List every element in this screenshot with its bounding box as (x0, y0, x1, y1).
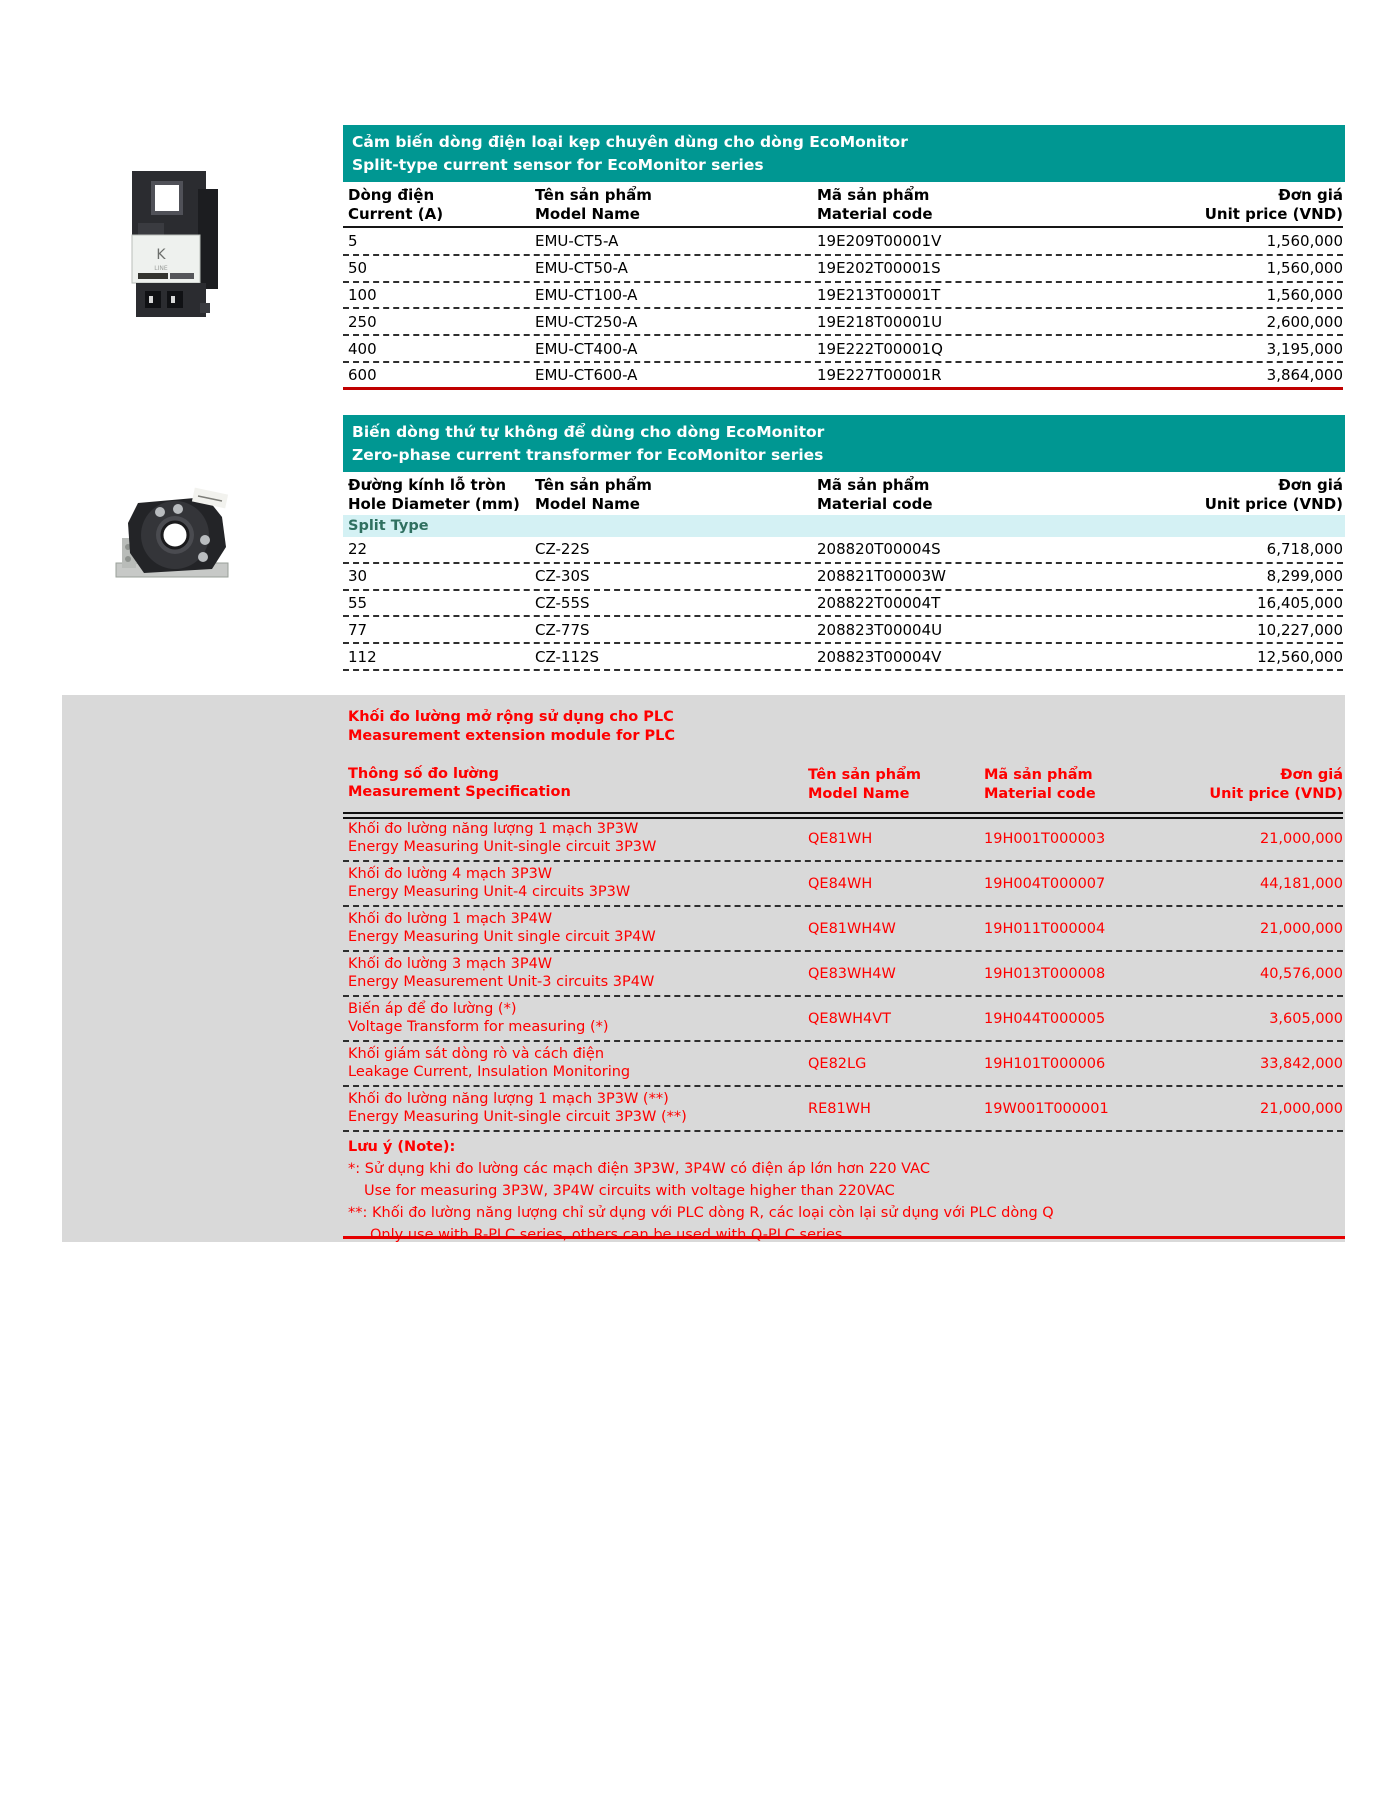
cell-model: EMU-CT250-A (535, 312, 638, 331)
cell-price: 44,181,000 (1259, 875, 1343, 892)
plc-col-price (1184, 766, 1343, 812)
cell-model: CZ-112S (535, 647, 600, 666)
table1-title-vi: Cảm biến dòng điện loại kẹp chuyên dùng cho dòng EcoMonitor (352, 133, 908, 151)
cell-price: 3,864,000 (1266, 365, 1343, 384)
table-row (343, 907, 1343, 952)
cell-code: 208821T00003W (817, 567, 946, 586)
cell-code: 19E213T00001T (817, 285, 941, 304)
col-label-en: Material code (984, 786, 1096, 802)
col-label-en: Model Name (535, 495, 640, 513)
col-label-en: Current (A) (348, 205, 444, 223)
col-label-vi: Đơn giá (1278, 476, 1343, 494)
table1-column-headers (343, 183, 1343, 228)
cell-diameter: 112 (348, 647, 377, 666)
cell-model: QE81WH (808, 830, 873, 847)
cell-price: 3,195,000 (1266, 339, 1343, 358)
col-label-vi: Tên sản phẩm (535, 186, 652, 204)
col-label-en: Material code (817, 205, 933, 223)
cell-code: 19H004T000007 (984, 875, 1106, 892)
cell-model: EMU-CT400-A (535, 339, 638, 358)
cell-diameter: 77 (348, 620, 368, 639)
table-row (343, 862, 1343, 907)
cell-spec (343, 1091, 808, 1126)
cell-model: EMU-CT100-A (535, 285, 638, 304)
spec-en: Energy Measuring Unit-4 circuits 3P3W (348, 883, 631, 900)
table1-col-current (343, 186, 535, 226)
col-label-en: Unit price (VND) (1209, 786, 1343, 802)
cell-code: 19H101T000006 (984, 1055, 1106, 1072)
plc-note-block (348, 1136, 1343, 1246)
cell-model: QE82LG (808, 1055, 867, 1072)
spec-vi: Khối đo lường 1 mạch 3P4W (348, 911, 553, 927)
plc-col-spec (343, 766, 808, 812)
cell-model: CZ-77S (535, 620, 590, 639)
col-label-vi: Đường kính lỗ tròn (348, 476, 507, 494)
spec-vi: Khối giám sát dòng rò và cách điện (348, 1046, 605, 1062)
col-label-en: Unit price (VND) (1204, 205, 1343, 223)
cell-model: EMU-CT5-A (535, 232, 619, 251)
table-row (343, 229, 1343, 256)
cell-diameter: 22 (348, 540, 368, 559)
cell-model: QE84WH (808, 875, 873, 892)
cell-price: 2,600,000 (1266, 312, 1343, 331)
cell-spec (343, 866, 808, 901)
zero-phase-ct-product-image (108, 483, 243, 591)
cell-model: CZ-30S (535, 567, 590, 586)
table1-col-price (1145, 186, 1343, 226)
cell-spec (343, 1046, 808, 1081)
cell-code: 208823T00004V (817, 647, 942, 666)
plc-section-title (348, 708, 675, 746)
table1-col-model (535, 186, 817, 226)
table-row (343, 363, 1343, 390)
note-line-4: Only use with R-PLC series, others can be used with Q-PLC series (370, 1227, 843, 1243)
col-label-vi: Mã sản phẩm (984, 767, 1093, 783)
cell-code: 19E218T00001U (817, 312, 943, 331)
col-label-vi: Mã sản phẩm (817, 186, 930, 204)
cell-price: 1,560,000 (1266, 232, 1343, 251)
table2-title-en: Zero-phase current transformer for EcoMonitor series (352, 446, 824, 464)
cell-model: EMU-CT600-A (535, 365, 638, 384)
spec-en: Leakage Current, Insulation Monitoring (348, 1063, 631, 1080)
plc-title-en: Measurement extension module for PLC (348, 728, 676, 744)
cell-code: 19H044T000005 (984, 1010, 1106, 1027)
cell-current: 50 (348, 259, 368, 278)
note-line-2: Use for measuring 3P3W, 3P4W circuits with voltage higher than 220VAC (364, 1183, 895, 1199)
cell-price: 1,560,000 (1266, 259, 1343, 278)
spec-en: Energy Measurement Unit-3 circuits 3P4W (348, 973, 655, 990)
cell-price: 21,000,000 (1259, 830, 1343, 847)
cell-price: 1,560,000 (1266, 285, 1343, 304)
table1-body (343, 229, 1343, 390)
plc-col-code (984, 766, 1184, 812)
cell-model: CZ-22S (535, 540, 590, 559)
cell-model: CZ-55S (535, 593, 590, 612)
cell-price: 6,718,000 (1266, 540, 1343, 559)
cell-code: 19E202T00001S (817, 259, 941, 278)
cell-spec (343, 1001, 808, 1036)
col-label-en: Material code (817, 495, 933, 513)
plc-title-vi: Khối đo lường mở rộng sử dụng cho PLC (348, 709, 674, 725)
cell-spec (343, 956, 808, 991)
table-row (343, 283, 1343, 310)
table2-col-code (817, 476, 1145, 515)
plc-section-bottom-rule (343, 1236, 1345, 1239)
table1-title-en: Split-type current sensor for EcoMonitor series (352, 156, 764, 174)
plc-column-headers (343, 766, 1343, 812)
cell-price: 12,560,000 (1257, 647, 1343, 666)
table-row (343, 591, 1343, 618)
table2-subsection-split-type: Split Type (343, 515, 1345, 537)
col-label-vi: Mã sản phẩm (817, 476, 930, 494)
cell-model: QE8WH4VT (808, 1010, 892, 1027)
table2-title-vi: Biến dòng thứ tự không để dùng cho dòng EcoMonitor (352, 423, 825, 441)
table-row (343, 952, 1343, 997)
col-label-en: Unit price (VND) (1204, 495, 1343, 513)
table2-col-diameter (343, 476, 535, 515)
cell-price: 16,405,000 (1257, 593, 1343, 612)
table-row (343, 1087, 1343, 1132)
spec-vi: Khối đo lường năng lượng 1 mạch 3P3W (**) (348, 1091, 669, 1107)
spec-vi: Khối đo lường 4 mạch 3P3W (348, 866, 553, 882)
cell-price: 33,842,000 (1259, 1055, 1343, 1072)
note-line-1: *: Sử dụng khi đo lường các mạch điện 3P3W, 3P4W có điện áp lớn hơn 220 VAC (348, 1161, 930, 1177)
spec-en: Energy Measuring Unit single circuit 3P4W (348, 928, 656, 945)
col-label-vi: Tên sản phẩm (535, 476, 652, 494)
cell-code: 19H013T000008 (984, 965, 1106, 982)
table-row (343, 644, 1343, 671)
table-row (343, 309, 1343, 336)
spec-en: Energy Measuring Unit-single circuit 3P3W (**) (348, 1108, 687, 1125)
table1-col-code (817, 186, 1145, 226)
table-row (343, 336, 1343, 363)
cell-code: 208823T00004U (817, 620, 943, 639)
cell-model: RE81WH (808, 1100, 871, 1117)
cell-price: 3,605,000 (1269, 1010, 1343, 1027)
table-row (343, 617, 1343, 644)
cell-current: 250 (348, 312, 377, 331)
split-ct-product-image (112, 163, 237, 335)
cell-code: 19W001T000001 (984, 1100, 1109, 1117)
cell-current: 400 (348, 339, 377, 358)
spec-vi: Khối đo lường 3 mạch 3P4W (348, 956, 553, 972)
split-ct-label-main: K (156, 247, 166, 263)
cell-spec (343, 911, 808, 946)
col-label-vi: Đơn giá (1280, 767, 1343, 783)
col-label-vi: Dòng điện (348, 186, 435, 204)
spec-en: Voltage Transform for measuring (*) (348, 1018, 609, 1035)
cell-code: 208822T00004T (817, 593, 941, 612)
cell-model: QE81WH4W (808, 920, 896, 937)
table-row (343, 564, 1343, 591)
cell-current: 5 (348, 232, 358, 251)
table-row (343, 256, 1343, 283)
spec-vi: Khối đo lường năng lượng 1 mạch 3P3W (348, 821, 639, 837)
col-label-vi: Thông số đo lường (348, 766, 499, 782)
table1-banner (343, 125, 1345, 182)
cell-code: 19E222T00001Q (817, 339, 943, 358)
cell-price: 8,299,000 (1266, 567, 1343, 586)
plc-col-model (808, 766, 984, 812)
col-label-vi: Đơn giá (1278, 186, 1343, 204)
cell-code: 208820T00004S (817, 540, 941, 559)
note-label: Lưu ý (Note): (348, 1139, 456, 1155)
cell-price: 21,000,000 (1259, 1100, 1343, 1117)
table-row (343, 817, 1343, 862)
table2-body (343, 537, 1343, 671)
note-line-3: **: Khối đo lường năng lượng chỉ sử dụng với PLC dòng R, các loại còn lại sử dụng với PLC dòng Q (348, 1205, 1054, 1221)
table2-column-headers (343, 473, 1343, 515)
table2-col-model (535, 476, 817, 515)
cell-price: 21,000,000 (1259, 920, 1343, 937)
table-row (343, 1042, 1343, 1087)
cell-price: 40,576,000 (1259, 965, 1343, 982)
cell-code: 19E209T00001V (817, 232, 942, 251)
col-label-vi: Tên sản phẩm (808, 767, 921, 783)
table2-banner (343, 415, 1345, 472)
col-label-en: Model Name (808, 786, 910, 802)
cell-model: QE83WH4W (808, 965, 896, 982)
split-ct-label-sub: LINE (154, 265, 168, 272)
cell-spec (343, 821, 808, 856)
table-row (343, 537, 1343, 564)
cell-current: 100 (348, 285, 377, 304)
col-label-en: Hole Diameter (mm) (348, 495, 520, 513)
spec-vi: Biến áp để đo lường (*) (348, 1001, 517, 1017)
table2-col-price (1145, 476, 1343, 515)
cell-diameter: 55 (348, 593, 368, 612)
cell-price: 10,227,000 (1257, 620, 1343, 639)
cell-model: EMU-CT50-A (535, 259, 628, 278)
col-label-en: Measurement Specification (348, 783, 571, 800)
cell-code: 19E227T00001R (817, 365, 942, 384)
col-label-en: Model Name (535, 205, 640, 223)
cell-code: 19H011T000004 (984, 920, 1106, 937)
table-row (343, 997, 1343, 1042)
plc-table-body (343, 817, 1343, 1132)
cell-current: 600 (348, 365, 377, 384)
spec-en: Energy Measuring Unit-single circuit 3P3W (348, 838, 657, 855)
cell-code: 19H001T000003 (984, 830, 1106, 847)
cell-diameter: 30 (348, 567, 368, 586)
